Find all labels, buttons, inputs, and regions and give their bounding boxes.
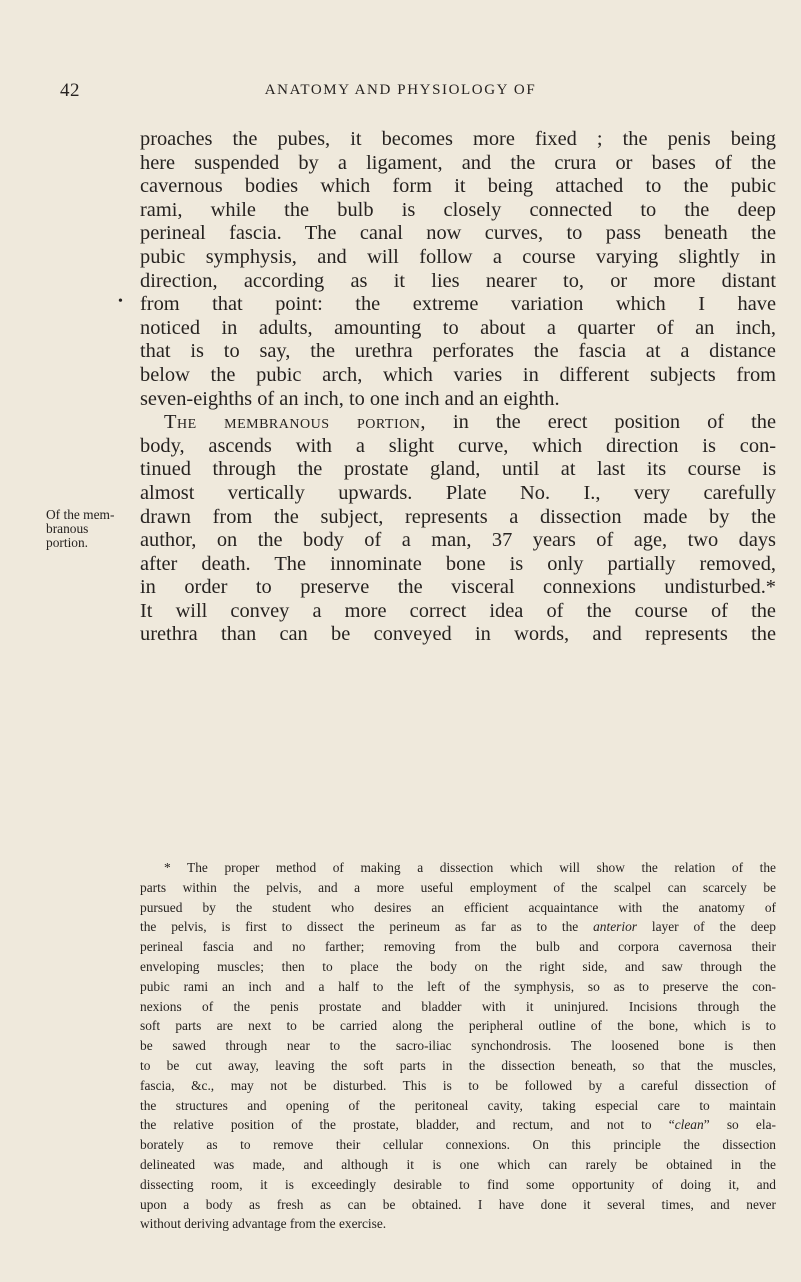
page-number: 42 bbox=[60, 80, 80, 101]
sidenote-line: branous bbox=[46, 521, 89, 537]
text-run: ” so ela- bbox=[703, 1117, 776, 1133]
footnote-line: pubic rami an inch and a half to the left of the symphysis, so as to preserve the con- bbox=[140, 978, 776, 994]
footnote-line: soft parts are next to be carried along the peripheral outline of the bone, which is to bbox=[140, 1018, 776, 1034]
text-run: the pelvis, is first to dissect the perineum as far as to the bbox=[140, 919, 594, 935]
text-line: that is to say, the urethra perforates the fascia at a distance bbox=[140, 340, 776, 363]
section-lead-smallcaps: The membranous portion, bbox=[164, 411, 426, 434]
margin-bullet-mark: • bbox=[118, 294, 123, 309]
footnote-line: upon a body as fresh as can be obtained. I have done it several times, and never bbox=[140, 1196, 776, 1212]
text-line: urethra than can be conveyed in words, and represents the bbox=[140, 623, 776, 646]
text-line: in order to preserve the visceral connexions undisturbed.* bbox=[140, 576, 776, 599]
footnote-line: borately as to remove their cellular connexions. On this principle the dissection bbox=[140, 1137, 776, 1153]
italic-word: anterior bbox=[593, 919, 637, 935]
text-line: perineal fascia. The canal now curves, to pass beneath the bbox=[140, 222, 776, 245]
footnote-line: parts within the pelvis, and a more useful employment of the scalpel can scarcely be bbox=[140, 879, 776, 895]
footnote-line: perineal fascia and no farther; removing from the bulb and corpora cavernosa their bbox=[140, 939, 776, 955]
text-line: seven-eighths of an inch, to one inch and an eighth. bbox=[140, 387, 560, 410]
footnote-line bbox=[140, 1115, 776, 1135]
text-line: body, ascends with a slight curve, which direction is con- bbox=[140, 434, 776, 457]
main-body-text bbox=[140, 128, 776, 647]
text-line: noticed in adults, amounting to about a quarter of an inch, bbox=[140, 316, 776, 339]
text-line: tinued through the prostate gland, until at last its course is bbox=[140, 458, 776, 481]
text-line bbox=[140, 411, 776, 435]
text-line: author, on the body of a man, 37 years of age, two days bbox=[140, 529, 776, 552]
text-line: cavernous bodies which form it being attached to the pubic bbox=[140, 175, 776, 198]
footnote-line: to be cut away, leaving the soft parts in the dissection beneath, so that the muscles, bbox=[140, 1057, 776, 1073]
text-line: drawn from the subject, represents a dissection made by the bbox=[140, 505, 776, 528]
text-line: below the pubic arch, which varies in different subjects from bbox=[140, 363, 776, 386]
text-line: after death. The innominate bone is only partially removed, bbox=[140, 552, 776, 575]
footnote-line: without deriving advantage from the exercise. bbox=[140, 1216, 387, 1232]
text-run: in the erect position of the bbox=[425, 411, 777, 434]
footnote-line: be sawed through near to the sacro-iliac synchondrosis. The loosened bone is then bbox=[140, 1038, 776, 1054]
text-line: It will convey a more correct idea of the course of the bbox=[140, 599, 776, 622]
text-line: almost vertically upwards. Plate No. I., very carefully bbox=[140, 481, 776, 504]
text-line: pubic symphysis, and will follow a course varying slightly in bbox=[140, 245, 776, 268]
footnote-line: * The proper method of making a dissection which will show the relation of the bbox=[164, 860, 776, 875]
page-header bbox=[0, 80, 801, 106]
running-head: ANATOMY AND PHYSIOLOGY OF bbox=[264, 82, 537, 98]
text-line: from that point: the extreme variation which I have bbox=[140, 293, 776, 316]
footnote-line: enveloping muscles; then to place the body on the right side, and saw through the bbox=[140, 958, 776, 974]
paragraph-1 bbox=[140, 128, 776, 411]
text-line: here suspended by a ligament, and the crura or bases of the bbox=[140, 151, 776, 174]
footnote-line: pursued by the student who desires an efficient acquaintance with the anatomy of bbox=[140, 899, 776, 915]
sidenote-line: Of the mem- bbox=[46, 507, 115, 522]
sidenote-line: portion. bbox=[46, 535, 89, 551]
text-line: rami, while the bulb is closely connected to the deep bbox=[140, 198, 776, 221]
paragraph-2 bbox=[140, 411, 776, 647]
footnote-line: dissecting room, it is exceedingly desirable to find some opportunity of doing it, and bbox=[140, 1176, 776, 1192]
footnote-line: nexions of the penis prostate and bladder with it uninjured. Incisions through the bbox=[140, 998, 776, 1014]
footnote bbox=[140, 858, 776, 1234]
footnote-line: fascia, &c., may not be disturbed. This is to be followed by a careful dissection of bbox=[140, 1077, 776, 1093]
margin-sidenote bbox=[46, 508, 136, 551]
text-line: direction, according as it lies nearer to, or more distant bbox=[140, 269, 776, 292]
italic-word: clean bbox=[674, 1117, 704, 1133]
text-run: the relative position of the prostate, bladder, and rectum, and not to “ bbox=[140, 1117, 675, 1133]
text-run: layer of the deep bbox=[637, 919, 776, 935]
footnote-line bbox=[140, 917, 776, 937]
text-line: proaches the pubes, it becomes more fixed ; the penis being bbox=[140, 128, 776, 150]
footnote-line: delineated was made, and although it is one which can rarely be obtained in the bbox=[140, 1156, 776, 1172]
footnote-line: the structures and opening of the peritoneal cavity, taking especial care to maintain bbox=[140, 1097, 776, 1113]
